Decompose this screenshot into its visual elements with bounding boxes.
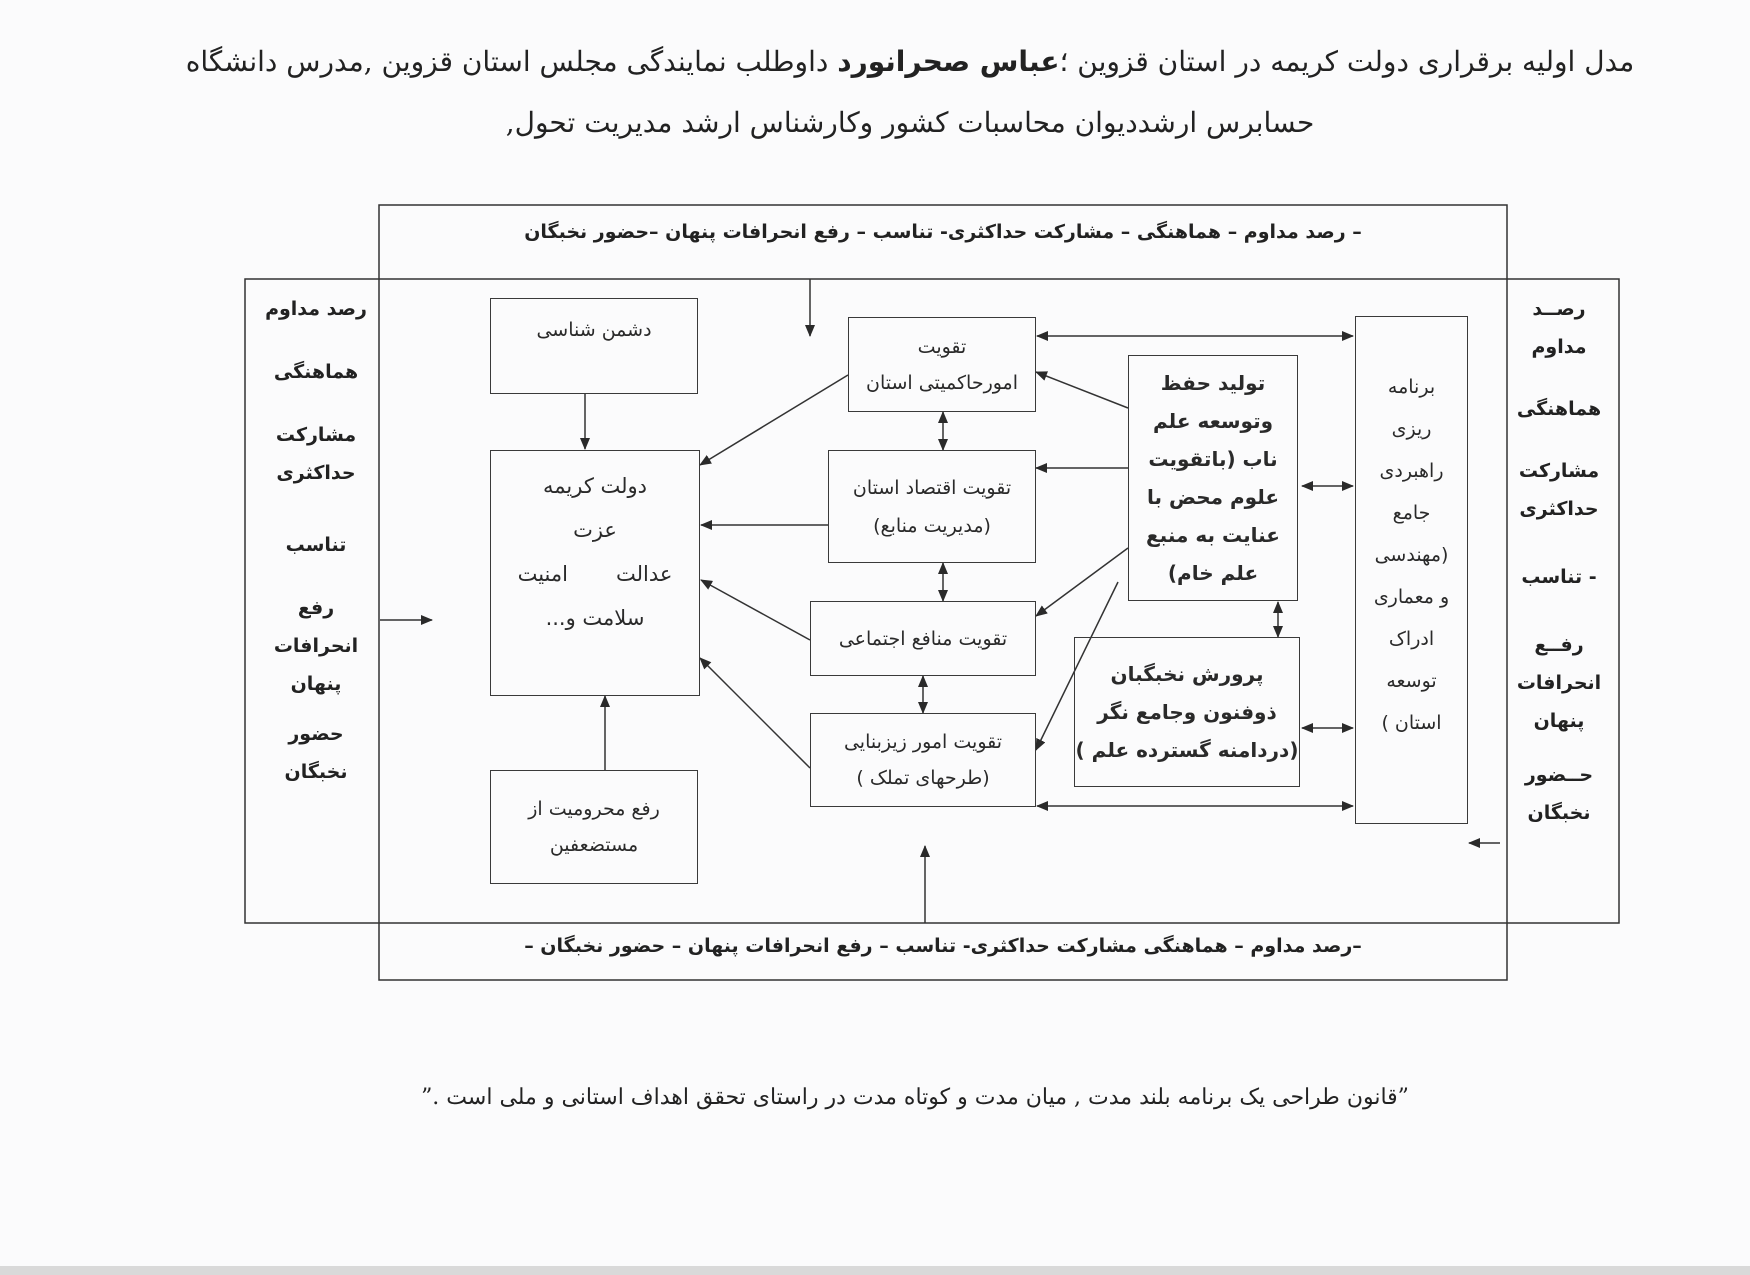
- plan-line-3: راهبردی: [1379, 460, 1444, 482]
- science-line-4: علوم محض با: [1146, 485, 1280, 509]
- right-item-2: هماهنگی: [1516, 398, 1602, 420]
- karimeh-dignity: عزت: [573, 518, 617, 542]
- deprivation-content: [490, 770, 698, 884]
- infrastructure-line-1: تقویت امور زیزبنایی: [843, 731, 1003, 753]
- left-item-6a: حضور: [288, 723, 344, 745]
- governance-content: [848, 317, 1036, 412]
- science-line-5: عنایت به منبع: [1146, 523, 1280, 547]
- karimeh-justice: عدالت: [615, 562, 673, 586]
- right-item-1b: مداوم: [1531, 336, 1587, 358]
- science-production-content: [1128, 355, 1298, 601]
- governance-line-1: تقویت: [917, 335, 967, 358]
- karimeh-health: سلامت و...: [545, 606, 645, 630]
- right-item-6b: نخبگان: [1527, 802, 1591, 824]
- arrow-social-to-karimeh: [701, 580, 810, 640]
- plan-line-6: و معماری: [1373, 586, 1450, 608]
- enemy-recognition-label: دشمن شناسی: [536, 319, 652, 341]
- left-item-5a: رفع: [297, 597, 335, 619]
- karimeh-government-content: [490, 462, 700, 642]
- title-prefix: مدل اولیه برقراری دولت کریمه در استان قزوین ؛: [1059, 45, 1635, 78]
- page-subtitle: حسابرس ارشددیوان محاسبات کشور وکارشناس ارشد مدیریت تحول,: [505, 106, 1315, 139]
- bottom-band: –رصد مداوم – هماهنگی مشارکت حداکثری- تناسب – رفع انحرافات پنهان – حضور نخبگان –: [524, 935, 1362, 957]
- science-line-2: وتوسعه علم: [1152, 409, 1274, 433]
- arrow-science-to-governance: [1036, 372, 1128, 408]
- plan-line-7: ادراک: [1388, 628, 1435, 650]
- governance-line-2: امورحاکمیتی استان: [865, 371, 1019, 394]
- plan-line-4: جامع: [1392, 502, 1431, 524]
- strategic-plan-content: [1355, 366, 1468, 744]
- right-item-3a: مشارکت: [1518, 460, 1600, 482]
- deprivation-line-1: رفع محرومیت از: [528, 798, 660, 820]
- elite-line-1: پرورش نخبگبان: [1110, 662, 1264, 686]
- elite-line-3: (دردامنه گسترده علم ): [1075, 738, 1299, 762]
- infrastructure-line-2: (طرحهای تملک ): [856, 767, 990, 789]
- right-item-5c: پنهان: [1533, 710, 1585, 732]
- left-item-1: رصد مداوم: [265, 298, 367, 320]
- left-item-5c: پنهان: [290, 673, 342, 695]
- title-suffix: داوطلب نمایندگی مجلس استان قزوین ,مدرس دانشگاه: [185, 45, 838, 78]
- right-item-5b: انحرافات: [1516, 672, 1602, 694]
- left-item-2: هماهنگی: [273, 361, 359, 383]
- plan-line-1: برنامه: [1387, 376, 1436, 398]
- plan-line-5: (مهندسی: [1374, 544, 1449, 566]
- right-item-3b: حداکثری: [1519, 498, 1599, 520]
- elite-line-2: ذوفنون وجامع نگر: [1097, 700, 1277, 724]
- left-item-6b: نخبگان: [284, 761, 348, 783]
- karimeh-title: دولت کریمه: [543, 474, 648, 498]
- infrastructure-content: [810, 713, 1036, 807]
- economy-content: [828, 450, 1036, 563]
- top-band: – رصد مداوم – هماهنگی – مشارکت حداکثری- تناسب – رفع انحرافات پنهان –حضور نخبگان: [524, 221, 1362, 243]
- left-item-5b: انحرافات: [273, 635, 359, 657]
- plan-line-8: توسعه: [1386, 670, 1437, 692]
- arrow-science-to-social: [1036, 548, 1128, 616]
- social-label: تقویت منافع اجتماعی: [838, 627, 1008, 650]
- economy-line-2: (مدیریت منابع): [873, 514, 991, 537]
- plan-line-9: استان ): [1381, 712, 1442, 734]
- arrow-infra-to-karimeh: [700, 658, 810, 768]
- footer-quote: ”قانون طراحی یک برنامه بلند مدت , میان مدت و کوتاه مدت در راستای تحقق اهداف استانی و ملی است .”: [421, 1085, 1409, 1110]
- economy-line-1: تقویت اقتصاد استان: [852, 476, 1012, 499]
- left-item-3b: حداکثری: [276, 462, 356, 484]
- arrow-governance-to-karimeh: [700, 375, 848, 465]
- right-item-5a: رفــع: [1534, 634, 1584, 656]
- science-line-3: ناب (باتقویت: [1148, 447, 1278, 471]
- left-column: [256, 290, 376, 791]
- page-bottom-edge: [0, 1266, 1750, 1275]
- right-item-1a: رصــد: [1532, 298, 1586, 320]
- right-item-4: - تناسب: [1521, 566, 1597, 588]
- science-line-1: تولید حفظ: [1160, 371, 1266, 395]
- science-line-6: علم خام): [1167, 561, 1259, 585]
- karimeh-justice-security-row: [518, 552, 673, 596]
- right-item-6a: حــضور: [1524, 764, 1594, 786]
- left-item-4: تناسب: [285, 534, 347, 556]
- plan-line-2: ریزی: [1391, 418, 1432, 440]
- right-column: [1500, 290, 1618, 832]
- deprivation-line-2: مستضعفین: [549, 834, 639, 856]
- left-item-3a: مشارکت: [275, 424, 357, 446]
- author-name: عباس صحرانورد: [837, 45, 1060, 78]
- elite-training-content: [1074, 637, 1300, 787]
- karimeh-security: امنیت: [517, 562, 568, 586]
